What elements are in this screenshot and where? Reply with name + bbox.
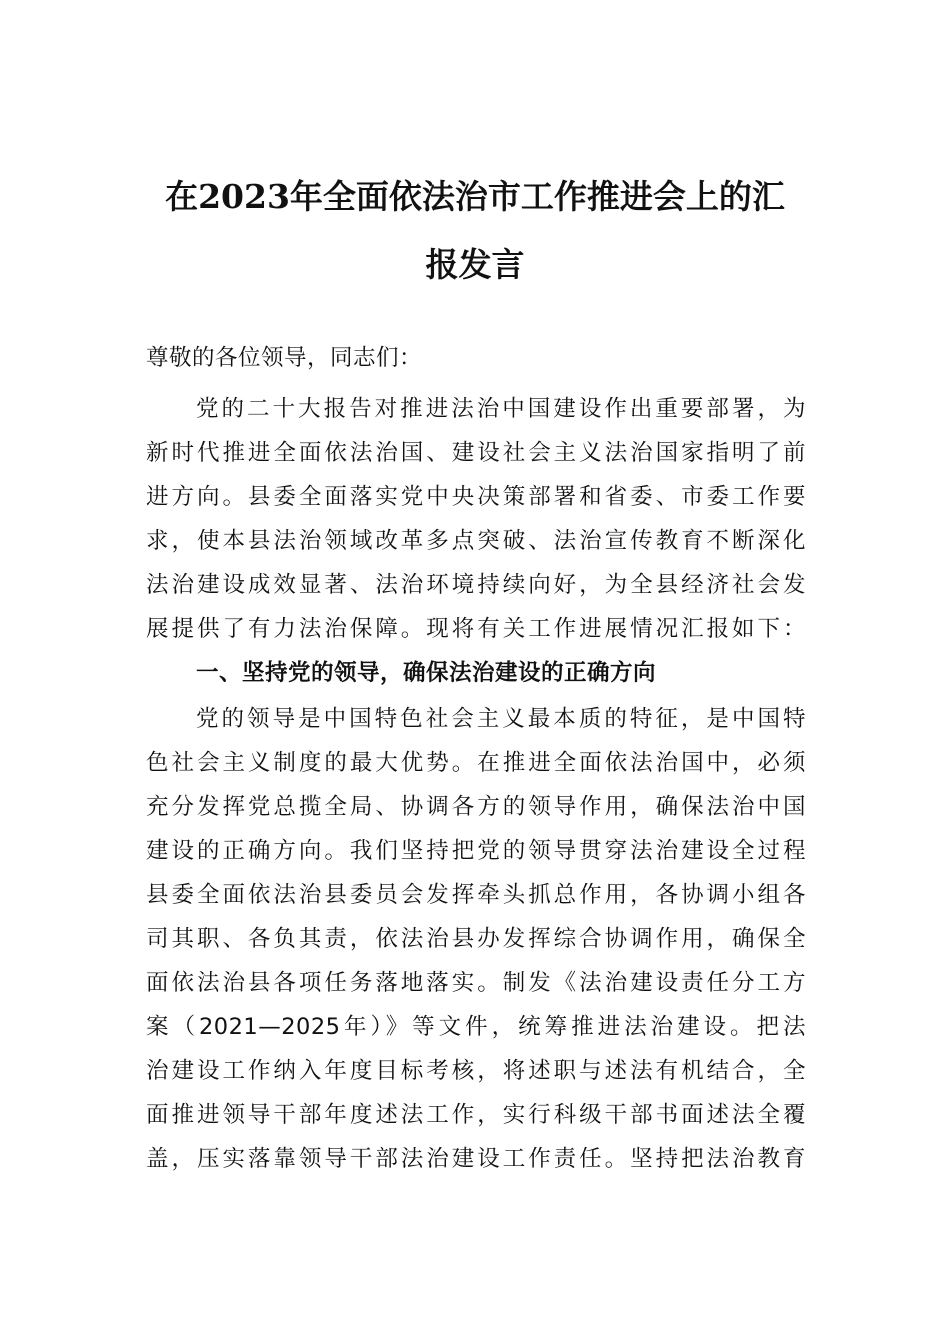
paragraph-line: 治建设工作纳入年度目标考核，将述职与述法有机结合，全 [146, 1058, 806, 1084]
document-title-line-1: 在2023年全面依法治市工作推进会上的汇 [165, 177, 785, 216]
paragraph-line: 面推进领导干部年度述法工作，实行科级干部书面述法全覆 [146, 1102, 806, 1128]
section-heading: 一、坚持党的领导，确保法治建设的正确方向 [196, 660, 657, 686]
paragraph-line: 充分发挥党总揽全局、协调各方的领导作用，确保法治中国 [146, 794, 806, 820]
paragraph-line: 案（2021—2025年）》等文件，统筹推进法治建设。把法 [146, 1014, 806, 1040]
paragraph-line: 县委全面依法治县委员会发挥牵头抓总作用，各协调小组各 [146, 882, 806, 908]
paragraph-line: 党的领导是中国特色社会主义最本质的特征，是中国特 [196, 706, 806, 732]
paragraph-line: 党的二十大报告对推进法治中国建设作出重要部署，为 [196, 396, 806, 422]
paragraph-line: 盖，压实落靠领导干部法治建设工作责任。坚持把法治教育 [146, 1146, 806, 1172]
document-title-line-2: 报发言 [425, 245, 525, 284]
paragraph-line: 进方向。县委全面落实党中央决策部署和省委、市委工作要 [146, 484, 806, 510]
paragraph-line: 建设的正确方向。我们坚持把党的领导贯穿法治建设全过程 [146, 838, 806, 864]
paragraph-line: 色社会主义制度的最大优势。在推进全面依法治国中，必须 [146, 750, 806, 776]
paragraph-line: 新时代推进全面依法治国、建设社会主义法治国家指明了前 [146, 440, 806, 466]
paragraph-line: 面依法治县各项任务落地落实。制发《法治建设责任分工方 [146, 970, 806, 996]
paragraph-line: 司其职、各负其责，依法治县办发挥综合协调作用，确保全 [146, 926, 806, 952]
salutation: 尊敬的各位领导，同志们： [146, 345, 423, 371]
paragraph-line: 求，使本县法治领域改革多点突破、法治宣传教育不断深化 [146, 528, 806, 554]
paragraph-line: 法治建设成效显著、法治环境持续向好，为全县经济社会发 [146, 572, 806, 598]
paragraph-line: 展提供了有力法治保障。现将有关工作进展情况汇报如下： [146, 616, 806, 642]
